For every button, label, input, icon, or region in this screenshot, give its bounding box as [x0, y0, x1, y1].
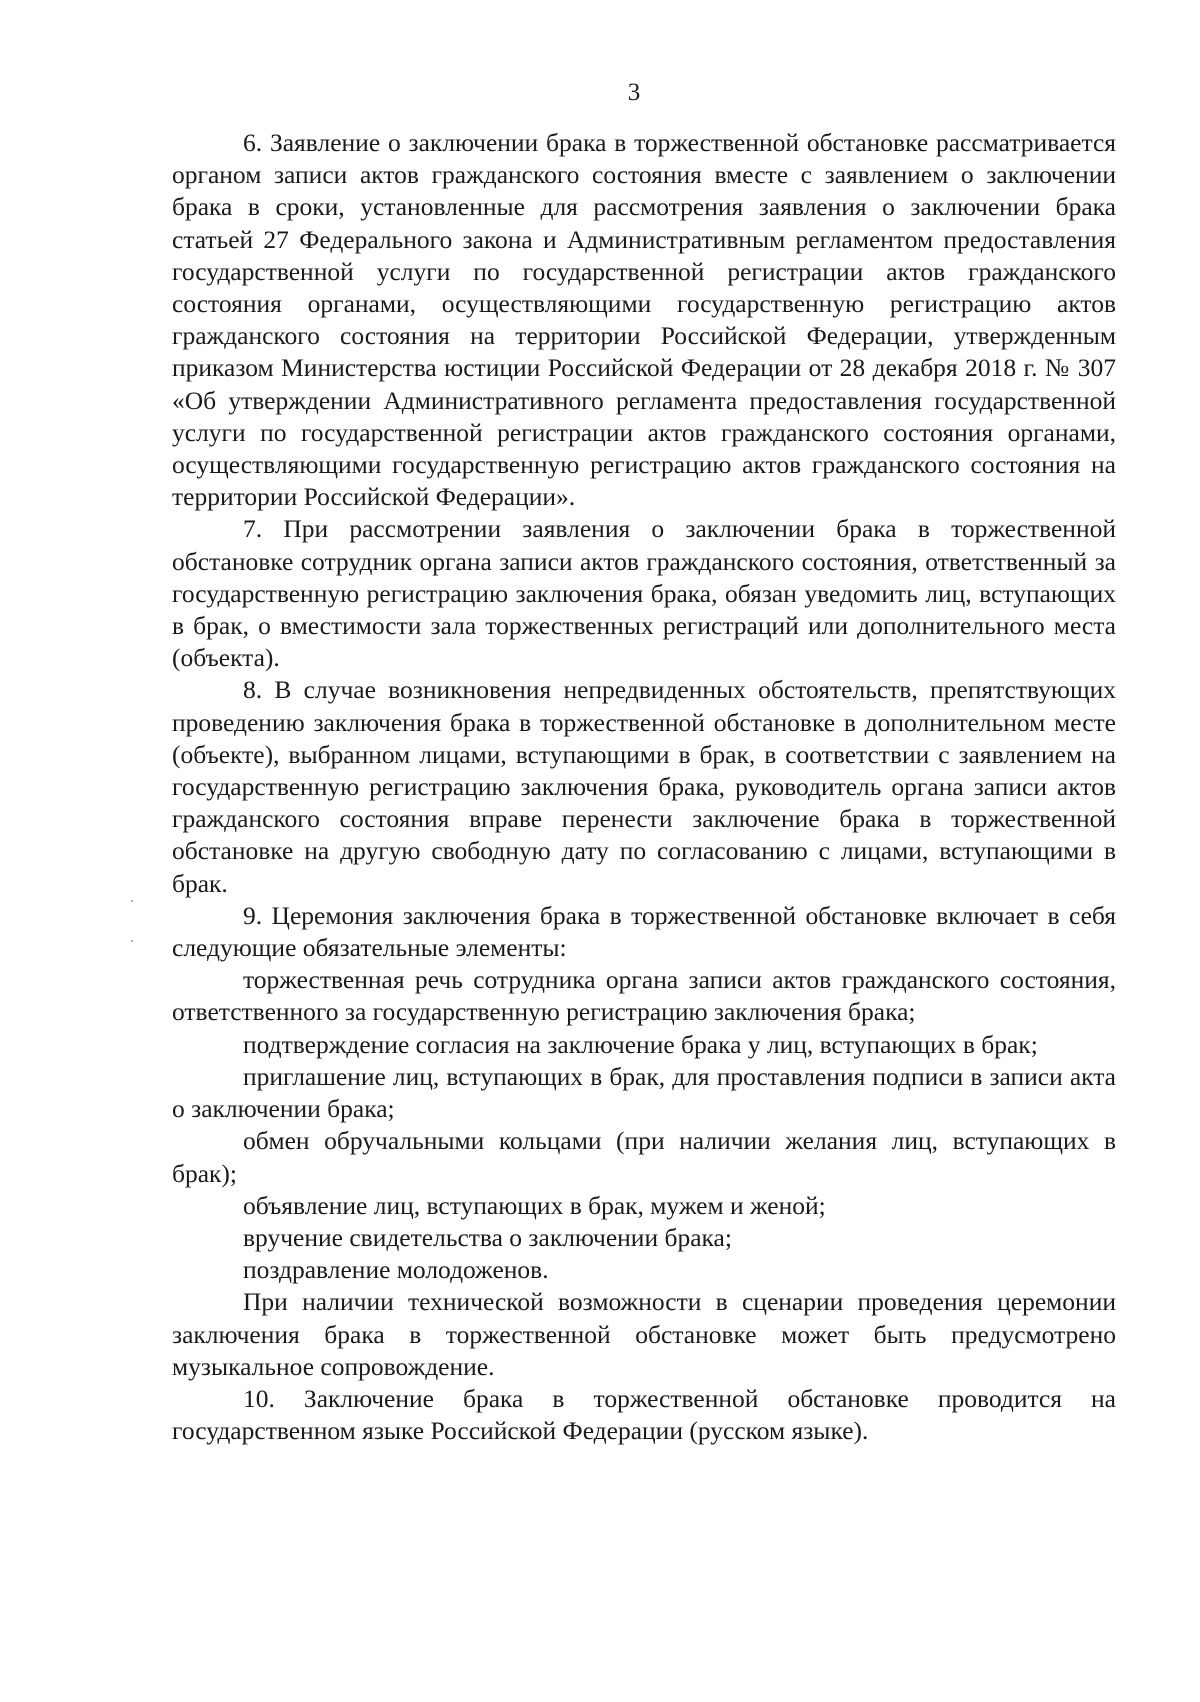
ceremony-element-signature: приглашение лиц, вступающих в брак, для проставления подписи в записи акта о заключении брака; [172, 1061, 1116, 1124]
ceremony-element-certificate: вручение свидетельства о заключении брака; [243, 1222, 732, 1252]
paragraph-8: 8. В случае возникновения непредвиденных обстоятельств, препятствующих проведению заключения брака в торжественной обстановке в дополнительном месте (объекте), выбранном лицами, вступающими в брак, в соответствии с заявлением на государственную регистрацию заключения брака, руководитель органа записи актов гражданского состояния вправе перенести заключение брака в торжественной обстановке на другую свободную дату по согласованию с лицами, вступающими в брак. [172, 675, 1116, 898]
ceremony-element-consent: подтверждение согласия на заключение брака у лиц, вступающих в брак; [243, 1029, 1038, 1059]
ceremony-element-congratulation: поздравление молодоженов. [243, 1255, 549, 1285]
scan-speck [131, 940, 133, 942]
ceremony-element-rings: обмен обручальными кольцами (при наличии желания лиц, вступающих в брак); [172, 1126, 1116, 1188]
paragraph-7: 7. При рассмотрении заявления о заключении брака в торжественной обстановке сотрудник органа записи актов гражданского состояния, ответственный за государственную регистрацию заключения брака, обязан уведомить лиц, вступающих в брак, о вместимости зала торжественных регистраций или дополнительного места (объекта). [172, 514, 1116, 673]
paragraph-6: 6. Заявление о заключении брака в торжественной обстановке рассматривается органом записи актов гражданского состояния вместе с заявлением о заключении брака в сроки, установленные для рассмотрения заявления о заключении брака статьей 27 Федерального закона и Административным регламентом предоставления государственной услуги по государственной регистрации актов гражданского состояния органами, осуществляющими государственную регистрацию актов гражданского состояния на территории Российской Федерации, утвержденным приказом Министерства юстиции Российской Федерации от 28 декабря 2018 г. № 307 «Об утверждении Административного регламента предоставления государственной услуги по государственной регистрации актов гражданского состояния органами, осуществляющими государственную регистрацию актов гражданского состояния на территории Российской Федерации». [172, 128, 1116, 512]
paragraph-9: 9. Церемония заключения брака в торжественной обстановке включает в себя следующие обязательные элементы: [172, 900, 1116, 963]
ceremony-element-announcement: объявление лиц, вступающих в брак, мужем и женой; [243, 1190, 826, 1220]
paragraph-music: При наличии технической возможности в сценарии проведения церемонии заключения брака в торжественной обстановке может быть предусмотрено музыкальное сопровождение. [172, 1287, 1116, 1381]
document-body [172, 127, 1116, 1447]
paragraph-10: 10. Заключение брака в торжественной обстановке проводится на государственном языке Российской Федерации (русском языке). [172, 1383, 1116, 1446]
scan-speck [131, 900, 133, 902]
page-number: 3 [627, 79, 641, 106]
ceremony-element-speech: торжественная речь сотрудника органа записи актов гражданского состояния, ответственного за государственную регистрацию заключения брака; [172, 965, 1116, 1027]
